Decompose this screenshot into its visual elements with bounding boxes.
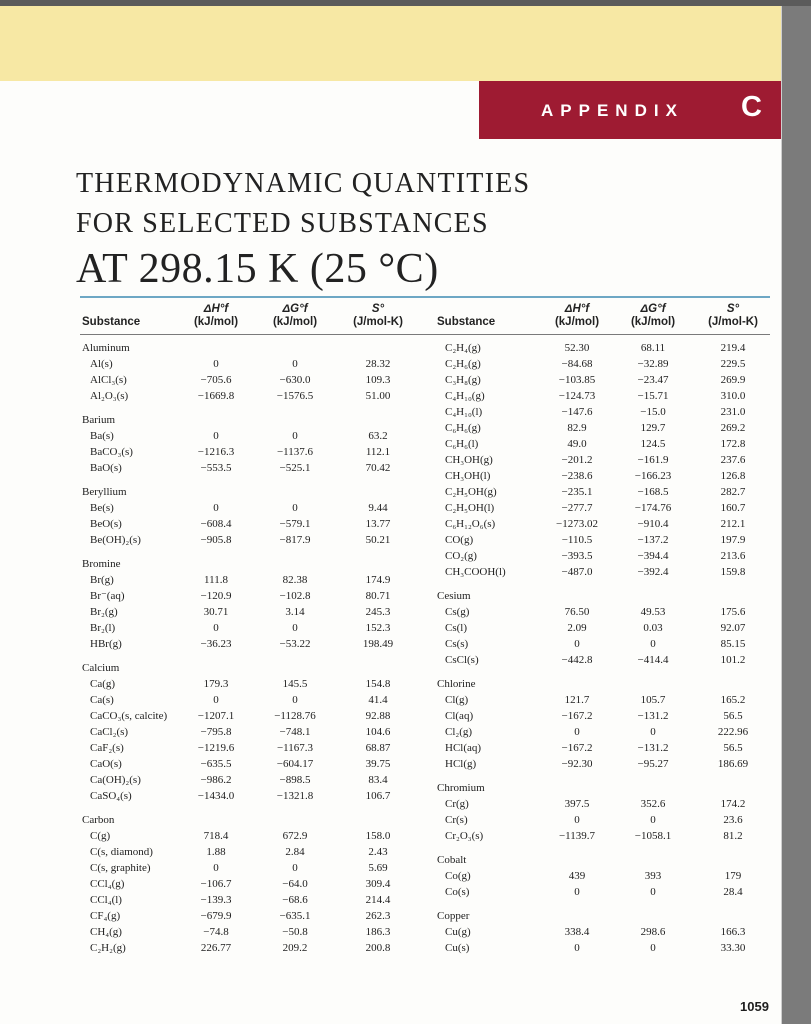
header-dh-left	[183, 303, 249, 329]
dg-value: −32.89	[637, 358, 669, 370]
dh-value: −1273.02	[556, 518, 598, 530]
dh-value: −553.5	[200, 462, 232, 474]
substance-name: Cs(g)	[445, 606, 470, 618]
header-dg-right	[620, 303, 686, 329]
s-value: 104.6	[365, 726, 391, 738]
dg-value: −1058.1	[634, 830, 672, 842]
dh-value: 0	[574, 942, 580, 954]
s-value: 159.8	[720, 566, 746, 578]
appendix-letter: C	[741, 91, 762, 123]
dg-value: 0	[650, 638, 656, 650]
element-group-heading: Barium	[82, 414, 115, 426]
dg-value: −525.1	[279, 462, 311, 474]
substance-name: C₃H₈(g)	[445, 374, 481, 386]
substance-name: Br₂(g)	[90, 606, 118, 618]
substance-name: Br₂(l)	[90, 622, 116, 634]
dh-value: −235.1	[561, 486, 593, 498]
dh-value: 718.4	[203, 830, 229, 842]
dh-value: −442.8	[561, 654, 593, 666]
element-group-heading: Cesium	[437, 590, 471, 602]
substance-name: BeO(s)	[90, 518, 122, 530]
header-s-right	[697, 303, 769, 329]
substance-name: Cr(g)	[445, 798, 469, 810]
dh-value: 439	[568, 870, 586, 882]
dh-value: 0	[574, 814, 580, 826]
dg-value: −604.17	[276, 758, 314, 770]
dh-value: 0	[574, 638, 580, 650]
dg-value: −50.8	[282, 926, 308, 938]
dh-value: 0	[213, 694, 219, 706]
dg-value: −166.23	[634, 470, 672, 482]
dg-value: 0	[650, 814, 656, 826]
substance-name: HCl(g)	[445, 758, 477, 770]
dg-value: −15.71	[637, 390, 669, 402]
substance-name: C₄H₁₀(l)	[445, 406, 483, 418]
s-value: 39.75	[365, 758, 391, 770]
substance-name: CH₃OH(g)	[445, 454, 493, 466]
s-value: 106.7	[365, 790, 391, 802]
dh-value: 0	[574, 886, 580, 898]
dg-value: 0	[292, 430, 298, 442]
header-substance-right: Substance	[437, 316, 496, 328]
header-band	[0, 6, 781, 81]
substance-name: C(s, graphite)	[90, 862, 151, 874]
header-dh-right	[544, 303, 610, 329]
s-value: 186.69	[717, 758, 749, 770]
s-value: 92.88	[365, 710, 391, 722]
substance-name: Cl(g)	[445, 694, 469, 706]
substance-name: Ca(s)	[90, 694, 114, 706]
dg-value: −1137.6	[276, 446, 314, 458]
s-value: 126.8	[720, 470, 746, 482]
s-value: 23.6	[723, 814, 743, 826]
header-s-unit: (J/mol-K)	[708, 316, 758, 328]
element-group-heading: Bromine	[82, 558, 121, 570]
substance-name: Cs(l)	[445, 622, 467, 634]
dg-value: −131.2	[637, 742, 669, 754]
dh-value: −167.2	[561, 742, 593, 754]
dh-value: 0	[213, 358, 219, 370]
dh-value: −608.4	[200, 518, 232, 530]
dg-value: −161.9	[637, 454, 669, 466]
substance-name: Br⁻(aq)	[90, 590, 125, 602]
dh-value: 111.8	[204, 574, 228, 586]
substance-name: Be(OH)₂(s)	[90, 534, 141, 546]
substance-name: CaCl₂(s)	[90, 726, 129, 738]
substance-name: C(g)	[90, 830, 111, 842]
dg-value: −1321.8	[276, 790, 314, 802]
dg-value: 0	[650, 726, 656, 738]
dg-value: 0	[292, 358, 298, 370]
dg-value: 68.11	[640, 342, 666, 354]
appendix-word: APPENDIX	[541, 101, 684, 120]
substance-name: AlCl₃(s)	[90, 374, 127, 386]
dh-value: −635.5	[200, 758, 232, 770]
dh-value: −201.2	[561, 454, 593, 466]
dh-value: −679.9	[200, 910, 232, 922]
header-dg-symbol: ΔG°f	[640, 303, 666, 315]
substance-name: CCl₄(g)	[90, 878, 125, 890]
s-value: 81.2	[723, 830, 743, 842]
s-value: 13.77	[365, 518, 391, 530]
s-value: 63.2	[368, 430, 388, 442]
dg-value: −68.6	[282, 894, 308, 906]
s-value: 158.0	[365, 830, 391, 842]
header-dg-unit: (kJ/mol)	[272, 316, 318, 328]
s-value: 175.6	[720, 606, 746, 618]
substance-name: Cl₂(g)	[445, 726, 473, 738]
dh-value: −277.7	[561, 502, 593, 514]
dh-value: −1434.0	[197, 790, 235, 802]
s-value: 229.5	[720, 358, 746, 370]
s-value: 50.21	[365, 534, 391, 546]
dh-value: −120.9	[200, 590, 232, 602]
s-value: 33.30	[720, 942, 746, 954]
s-value: 309.4	[365, 878, 391, 890]
dh-value: −92.30	[561, 758, 593, 770]
substance-name: CaCO₃(s, calcite)	[90, 710, 168, 722]
s-value: 112.1	[365, 446, 391, 458]
dg-value: −1576.5	[276, 390, 314, 402]
s-value: 165.2	[720, 694, 746, 706]
dg-value: −579.1	[279, 518, 311, 530]
appendix-banner	[479, 81, 781, 139]
substance-name: Cu(g)	[445, 926, 471, 938]
dh-value: −124.73	[558, 390, 596, 402]
s-value: 186.3	[365, 926, 391, 938]
dh-value: −238.6	[561, 470, 593, 482]
dh-value: −74.8	[203, 926, 229, 938]
s-value: 56.5	[723, 710, 743, 722]
dg-value: −630.0	[279, 374, 311, 386]
substance-name: Cs(s)	[445, 638, 469, 650]
substance-name: Ba(s)	[90, 430, 114, 442]
dg-value: −817.9	[279, 534, 311, 546]
s-value: 198.49	[362, 638, 394, 650]
dg-value: 298.6	[640, 926, 666, 938]
dh-value: −1207.1	[197, 710, 235, 722]
dg-value: −137.2	[637, 534, 669, 546]
dh-value: −103.85	[558, 374, 596, 386]
dh-value: 0	[213, 430, 219, 442]
dg-value: 3.14	[285, 606, 305, 618]
dh-value: −106.7	[200, 878, 232, 890]
substance-name: Ca(g)	[90, 678, 116, 690]
dh-value: −986.2	[200, 774, 232, 786]
substance-name: C(s, diamond)	[90, 846, 153, 858]
viewer-gutter	[782, 6, 811, 1024]
dg-value: 49.53	[640, 606, 666, 618]
dh-value: 76.50	[564, 606, 590, 618]
substance-name: C₂H₅OH(l)	[445, 502, 495, 514]
substance-name: BaO(s)	[90, 462, 122, 474]
dg-value: −1167.3	[276, 742, 314, 754]
dg-value: −95.27	[637, 758, 669, 770]
substance-name: CH₃COOH(l)	[445, 566, 506, 578]
s-value: 2.43	[368, 846, 388, 858]
s-value: 41.4	[368, 694, 388, 706]
dg-value: 0	[292, 694, 298, 706]
dg-value: −131.2	[637, 710, 669, 722]
dh-value: −487.0	[561, 566, 593, 578]
dg-value: −635.1	[279, 910, 311, 922]
header-substance-left: Substance	[82, 316, 141, 328]
dh-value: 2.09	[567, 622, 587, 634]
dg-value: 2.84	[285, 846, 305, 858]
header-dg-symbol: ΔG°f	[282, 303, 308, 315]
s-value: 282.7	[720, 486, 746, 498]
dh-value: 49.0	[567, 438, 587, 450]
s-value: 262.3	[365, 910, 391, 922]
dg-value: 672.9	[282, 830, 308, 842]
dh-value: −1216.3	[197, 446, 235, 458]
dh-value: 52.30	[564, 342, 590, 354]
dg-value: −394.4	[637, 550, 669, 562]
s-value: 92.07	[720, 622, 746, 634]
substance-name: BaCO₃(s)	[90, 446, 133, 458]
dg-value: −910.4	[637, 518, 669, 530]
dh-value: −1669.8	[197, 390, 235, 402]
dh-value: −110.5	[561, 534, 593, 546]
dh-value: −147.6	[561, 406, 593, 418]
dh-value: −393.5	[561, 550, 593, 562]
dh-value: −36.23	[200, 638, 232, 650]
substance-name: C₆H₁₂O₆(s)	[445, 518, 496, 530]
substance-name: C₂H₂(g)	[90, 942, 126, 954]
dh-value: 1.88	[206, 846, 226, 858]
dg-value: 129.7	[640, 422, 666, 434]
title-line-3: AT 298.15 K (25 °C)	[76, 246, 439, 292]
s-value: 310.0	[720, 390, 746, 402]
substance-name: CaSO₄(s)	[90, 790, 132, 802]
s-value: 269.9	[720, 374, 746, 386]
s-value: 85.15	[720, 638, 746, 650]
substance-name: CH₃OH(l)	[445, 470, 491, 482]
substance-name: Br(g)	[90, 574, 114, 586]
s-value: 101.2	[720, 654, 746, 666]
dg-value: 0	[650, 942, 656, 954]
dh-value: −905.8	[200, 534, 232, 546]
s-value: 154.8	[365, 678, 391, 690]
s-value: 5.69	[368, 862, 388, 874]
dh-value: −167.2	[561, 710, 593, 722]
page-title	[76, 164, 530, 294]
s-value: 179	[724, 870, 742, 882]
s-value: 28.4	[723, 886, 743, 898]
dh-value: 0	[213, 862, 219, 874]
dg-value: −898.5	[279, 774, 311, 786]
s-value: 56.5	[723, 742, 743, 754]
substance-name: C₄H₁₀(g)	[445, 390, 485, 402]
header-dh-symbol: ΔH°f	[564, 303, 590, 315]
dg-value: 393	[644, 870, 662, 882]
substance-name: CO₂(g)	[445, 550, 477, 562]
substance-name: Cr₂O₃(s)	[445, 830, 484, 842]
table-header-rule	[80, 334, 770, 335]
header-dh-unit: (kJ/mol)	[193, 316, 239, 328]
s-value: 213.6	[720, 550, 746, 562]
title-line-1: THERMODYNAMIC QUANTITIES	[76, 168, 531, 199]
dh-value: 30.71	[203, 606, 229, 618]
dg-value: −64.0	[282, 878, 308, 890]
dh-value: 121.7	[564, 694, 590, 706]
page-number: 1059	[740, 999, 769, 1014]
substance-name: Al₂O₃(s)	[90, 390, 129, 402]
s-value: 231.0	[720, 406, 746, 418]
substance-name: Al(s)	[90, 358, 113, 370]
substance-name: HBr(g)	[90, 638, 122, 650]
header-dg-left	[262, 303, 328, 329]
substance-name: CaF₂(s)	[90, 742, 124, 754]
dg-value: 0	[292, 502, 298, 514]
s-value: 197.9	[720, 534, 746, 546]
dg-value: −23.47	[637, 374, 669, 386]
substance-name: Co(g)	[445, 870, 471, 882]
s-value: 83.4	[368, 774, 388, 786]
s-value: 80.71	[365, 590, 391, 602]
substance-name: Cr(s)	[445, 814, 468, 826]
s-value: 269.2	[720, 422, 746, 434]
substance-name: C₂H₅OH(g)	[445, 486, 497, 498]
substance-name: CaO(s)	[90, 758, 122, 770]
s-value: 70.42	[365, 462, 391, 474]
dh-value: −705.6	[200, 374, 232, 386]
s-value: 174.9	[365, 574, 391, 586]
dh-value: −795.8	[200, 726, 232, 738]
dh-value: 0	[213, 502, 219, 514]
substance-name: Ca(OH)₂(s)	[90, 774, 141, 786]
dg-value: 0.03	[643, 622, 663, 634]
dg-value: −102.8	[279, 590, 311, 602]
s-value: 219.4	[720, 342, 746, 354]
s-value: 51.00	[365, 390, 391, 402]
element-group-heading: Chromium	[437, 782, 485, 794]
substance-name: CCl₄(l)	[90, 894, 122, 906]
s-value: 160.7	[720, 502, 746, 514]
dg-value: −15.0	[640, 406, 666, 418]
header-dg-unit: (kJ/mol)	[630, 316, 676, 328]
substance-name: Be(s)	[90, 502, 114, 514]
s-value: 68.87	[365, 742, 391, 754]
dg-value: 209.2	[282, 942, 308, 954]
dg-value: 105.7	[640, 694, 666, 706]
dh-value: −84.68	[561, 358, 593, 370]
element-group-heading: Copper	[437, 910, 470, 922]
dg-value: −174.76	[634, 502, 672, 514]
substance-name: CO(g)	[445, 534, 474, 546]
header-s-unit: (J/mol-K)	[353, 316, 403, 328]
dg-value: 0	[650, 886, 656, 898]
dg-value: −1128.76	[274, 710, 316, 722]
s-value: 174.2	[720, 798, 746, 810]
dh-value: 338.4	[564, 926, 590, 938]
dg-value: −53.22	[279, 638, 311, 650]
s-value: 212.1	[720, 518, 746, 530]
header-dh-unit: (kJ/mol)	[554, 316, 600, 328]
header-s-symbol: S°	[726, 303, 740, 315]
substance-name: C₂H₆(g)	[445, 358, 481, 370]
s-value: 109.3	[365, 374, 391, 386]
substance-name: C₆H₆(g)	[445, 422, 481, 434]
substance-name: CF₄(g)	[90, 910, 121, 922]
element-group-heading: Calcium	[82, 662, 120, 674]
dh-value: −1139.7	[558, 830, 596, 842]
dh-value: −139.3	[200, 894, 232, 906]
dh-value: 0	[213, 622, 219, 634]
dh-value: 226.77	[200, 942, 232, 954]
dh-value: 0	[574, 726, 580, 738]
substance-name: Cu(s)	[445, 942, 470, 954]
table-top-rule	[80, 296, 770, 298]
dh-value: 179.3	[203, 678, 229, 690]
dg-value: 0	[292, 862, 298, 874]
element-group-heading: Cobalt	[437, 854, 467, 866]
substance-name: C₂H₄(g)	[445, 342, 481, 354]
element-group-heading: Beryllium	[82, 486, 127, 498]
dg-value: 352.6	[640, 798, 666, 810]
substance-name: HCl(aq)	[445, 742, 482, 754]
element-group-heading: Aluminum	[82, 342, 130, 354]
header-s-left	[342, 303, 414, 329]
dh-value: 82.9	[567, 422, 587, 434]
s-value: 222.96	[717, 726, 749, 738]
dg-value: 0	[292, 622, 298, 634]
s-value: 237.6	[720, 454, 746, 466]
s-value: 9.44	[368, 502, 388, 514]
substance-name: Cl(aq)	[445, 710, 474, 722]
s-value: 214.4	[365, 894, 391, 906]
substance-name: CsCl(s)	[445, 654, 479, 666]
s-value: 200.8	[365, 942, 391, 954]
s-value: 172.8	[720, 438, 746, 450]
element-group-heading: Chlorine	[437, 678, 476, 690]
substance-name: Co(s)	[445, 886, 470, 898]
dg-value: 145.5	[282, 678, 308, 690]
header-dh-symbol: ΔH°f	[203, 303, 229, 315]
header-s-symbol: S°	[371, 303, 385, 315]
s-value: 166.3	[720, 926, 746, 938]
s-value: 152.3	[365, 622, 391, 634]
dg-value: −168.5	[637, 486, 669, 498]
dg-value: 124.5	[640, 438, 666, 450]
title-line-2: FOR SELECTED SUBSTANCES	[76, 208, 489, 239]
dg-value: −748.1	[279, 726, 311, 738]
dg-value: −392.4	[637, 566, 669, 578]
dh-value: −1219.6	[197, 742, 235, 754]
element-group-heading: Carbon	[82, 814, 115, 826]
dg-value: 82.38	[282, 574, 308, 586]
dg-value: −414.4	[637, 654, 669, 666]
document-page	[0, 6, 782, 1024]
substance-name: CH₄(g)	[90, 926, 122, 938]
s-value: 245.3	[365, 606, 391, 618]
substance-name: C₆H₆(l)	[445, 438, 479, 450]
dh-value: 397.5	[564, 798, 590, 810]
s-value: 28.32	[365, 358, 391, 370]
